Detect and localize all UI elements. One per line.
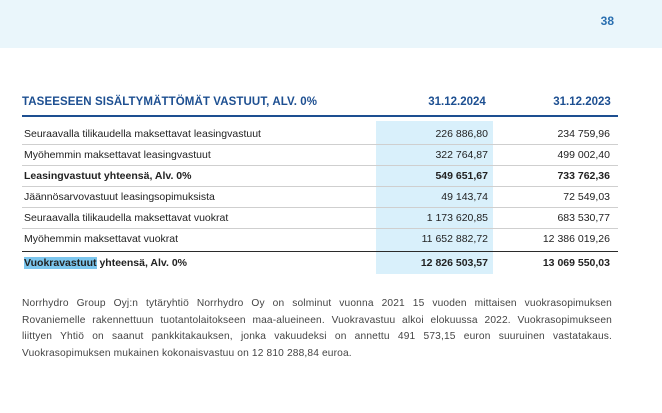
row-label: Seuraavalla tilikaudella maksettavat vuokrat [24,212,229,224]
row-label: Seuraavalla tilikaudella maksettavat leasingvastuut [24,128,261,140]
value-2024: 226 886,80 [435,128,488,140]
value-2023: 12 386 019,26 [542,233,610,245]
value-2024: 11 652 882,72 [421,233,488,245]
table-row [22,124,618,144]
total-divider [22,251,618,252]
row-label: Myöhemmin maksettavat vuokrat [24,233,179,245]
page-header-band [0,0,662,48]
total-value-2024: 12 826 503,57 [420,257,488,269]
value-2023: 733 762,36 [557,170,610,182]
value-2024: 1 173 620,85 [426,212,488,224]
total-label [24,253,187,273]
table-header [22,96,618,114]
column-header-2024: 31.12.2024 [428,96,486,108]
row-label: Leasingvastuut yhteensä, Alv. 0% [24,170,192,182]
total-value-2023: 13 069 550,03 [542,257,610,269]
total-label-rest: yhteensä, Alv. 0% [96,257,188,269]
header-rule [22,115,618,117]
row-label: Myöhemmin maksettavat leasingvastuut [24,149,211,161]
value-2023: 499 002,40 [557,149,610,161]
row-label: Jäännösarvovastuut leasingsopimuksista [24,191,215,203]
explanatory-paragraph: Norrhydro Group Oyj:n tytäryhtiö Norrhydro Oy on solminut vuonna 2021 15 vuoden mittaisen vuokrasopimuksen Rovaniemelle rakennettuun tuotantolaitokseen maa-alueineen. Vuokravastuu alkoi elokuussa 2022. Vuokrasopimukseen liittyen Yhtiö on saanut pankkitakauksen, jonka vakuudeksi on annettu 491 573,15 euron suuruinen vastatakaus. Vuokrasopimuksen mukainen kokonaisvastuu on 12 810 288,84 euroa. [22,298,612,359]
value-2023: 72 549,03 [563,191,610,203]
table-title: TASEESEEN SISÄLTYMÄTTÖMÄT VASTUUT, ALV. 0% [22,96,318,108]
selected-text[interactable]: Vuokravastuut [24,257,97,269]
page-number: 38 [600,14,614,28]
column-header-2023: 31.12.2023 [553,96,611,108]
value-2024: 49 143,74 [441,191,488,203]
table-row [22,208,618,228]
table-row [22,145,618,165]
value-2024: 549 651,67 [435,170,488,182]
table-row [22,229,618,249]
total-row [22,253,618,273]
value-2023: 234 759,96 [557,128,610,140]
value-2024: 322 764,87 [435,149,488,161]
table-row [22,187,618,207]
value-2023: 683 530,77 [557,212,610,224]
subtotal-row [22,166,618,186]
